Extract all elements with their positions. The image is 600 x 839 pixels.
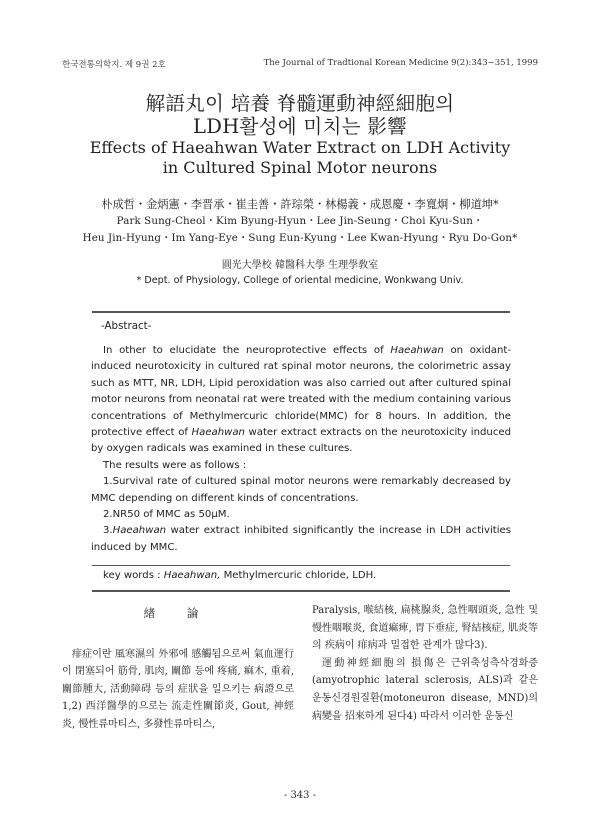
keywords-label: key words : xyxy=(103,570,164,581)
keywords-text: Methylmercuric chloride, LDH. xyxy=(220,570,377,581)
affiliation-korean: 圓光大學校 韓醫科大學 生理學敎室 xyxy=(221,260,379,271)
journal-header-right: The Journal of Tradtional Korean Medicine 9(2):343~351, 1999 xyxy=(263,58,538,68)
abstract-body xyxy=(91,343,511,556)
abstract-text: water extract extracts on the neurotoxicity induced by oxygen radicals was examined in these cultures. xyxy=(91,427,511,455)
english-title xyxy=(0,138,600,178)
results-intro: The results were as follows : xyxy=(103,459,247,471)
result-number: 3. xyxy=(103,525,113,537)
keywords-emphasis: Haeahwan, xyxy=(163,570,221,581)
authors-hanja: 朴成哲・金炳憲・李晋承・崔圭善・許琮榮・林楊義・成恩慶・李寬炯・柳道坤* xyxy=(101,198,499,211)
journal-header-left: 한국전통의학지. 제 9권 2호 xyxy=(62,60,166,70)
keywords-bottom-rule xyxy=(92,590,510,592)
korean-title-line1: 解語丸이 培養 脊髓運動神經細胞의 xyxy=(145,92,455,115)
affiliation xyxy=(0,258,600,288)
abstract-heading: -Abstract- xyxy=(101,320,152,332)
keywords-line xyxy=(103,570,376,581)
affiliation-english: * Dept. of Physiology, College of oriental medicine, Wonkwang Univ. xyxy=(136,275,464,286)
intro-paragraph-right-1: Paralysis, 喉結核, 扁桃腺炎, 急性咽頭炎, 急性 및 慢性咽喉炎, 食道痲痺, 胃下垂症, 腎結核症, 肌炎等의 疾病이 痱病과 밀접한 관계가 많다3). xyxy=(312,605,538,652)
abstract-emphasis: Haeahwan xyxy=(191,427,245,439)
result-item-1: 1.Survival rate of cultured spinal motor neurons were remarkably decreased by MMC depending on different kinds of concentrations. xyxy=(91,476,511,504)
left-column xyxy=(62,605,294,734)
page-number: - 343 - xyxy=(283,790,317,801)
intro-paragraph-right-2: 運動神經細胞의 損傷은 근위축성측삭경화증(amyotrophic lateral sclerosis, ALS)과 같은 운동신경원질환(motoneuron disease, MND)의 病變을 招來하게 된다4) 따라서 이러한 운동신 xyxy=(312,657,538,722)
abstract-text: In other to elucidate the neuroprotective effects of xyxy=(103,345,391,356)
english-title-line2: in Cultured Spinal Motor neurons xyxy=(162,158,438,177)
right-column xyxy=(312,602,538,725)
intro-paragraph-left: 痱症이란 風寒濕의 外邪에 感觸됨으로써 氣血運行이 閉塞되어 筋骨, 肌肉, 關節 등에 疼痛, 痲木, 重着, 關節腫大, 活動障碍 등의 症狀을 일으키는 病證으로1,2) 西洋醫學的으로는 流走性關節炎, Gout, 神經炎, 慢性류마티스, 多發性류마티스, xyxy=(62,648,294,730)
author-list xyxy=(0,196,600,247)
result-item-2: 2.NR50 of MMC as 50μM. xyxy=(103,509,230,521)
result-emphasis: Haeahwan xyxy=(112,525,167,537)
authors-roman-line1: Park Sung-Cheol・Kim Byung-Hyun・Lee Jin-Seung・Choi Kyu-Sun・ xyxy=(116,215,484,227)
korean-title xyxy=(0,92,600,138)
abstract-text: on oxidant-induced neurotoxicity in cultured rat spinal motor neurons, the colorimetric assay such as MTT, NR, LDH, Lipid peroxidation was also carried out after cultured spinal motor neurons from neonatal rat were treated with the medium containing various concentrations of Methylmercuric chloride(MMC) for 8 hours. In addition, the protective effect of xyxy=(91,345,511,439)
result-item-3 xyxy=(91,523,511,556)
keywords-top-rule xyxy=(92,565,510,566)
authors-roman-line2: Heu Jin-Hyung・Im Yang-Eye・Sung Eun-Kyung・Lee Kwan-Hyung・Ryu Do-Gon* xyxy=(82,232,518,244)
korean-title-line2: LDH활성에 미치는 影響 xyxy=(193,115,407,138)
abstract-top-rule xyxy=(92,311,510,313)
section-heading-introduction: 緖 論 xyxy=(143,606,213,620)
english-title-line1: Effects of Haeahwan Water Extract on LDH Activity xyxy=(89,138,511,157)
result-text: water extract inhibited significantly the increase in LDH activities induced by MMC. xyxy=(91,525,511,553)
abstract-paragraph xyxy=(91,343,511,458)
abstract-emphasis: Haeahwan xyxy=(390,345,444,356)
